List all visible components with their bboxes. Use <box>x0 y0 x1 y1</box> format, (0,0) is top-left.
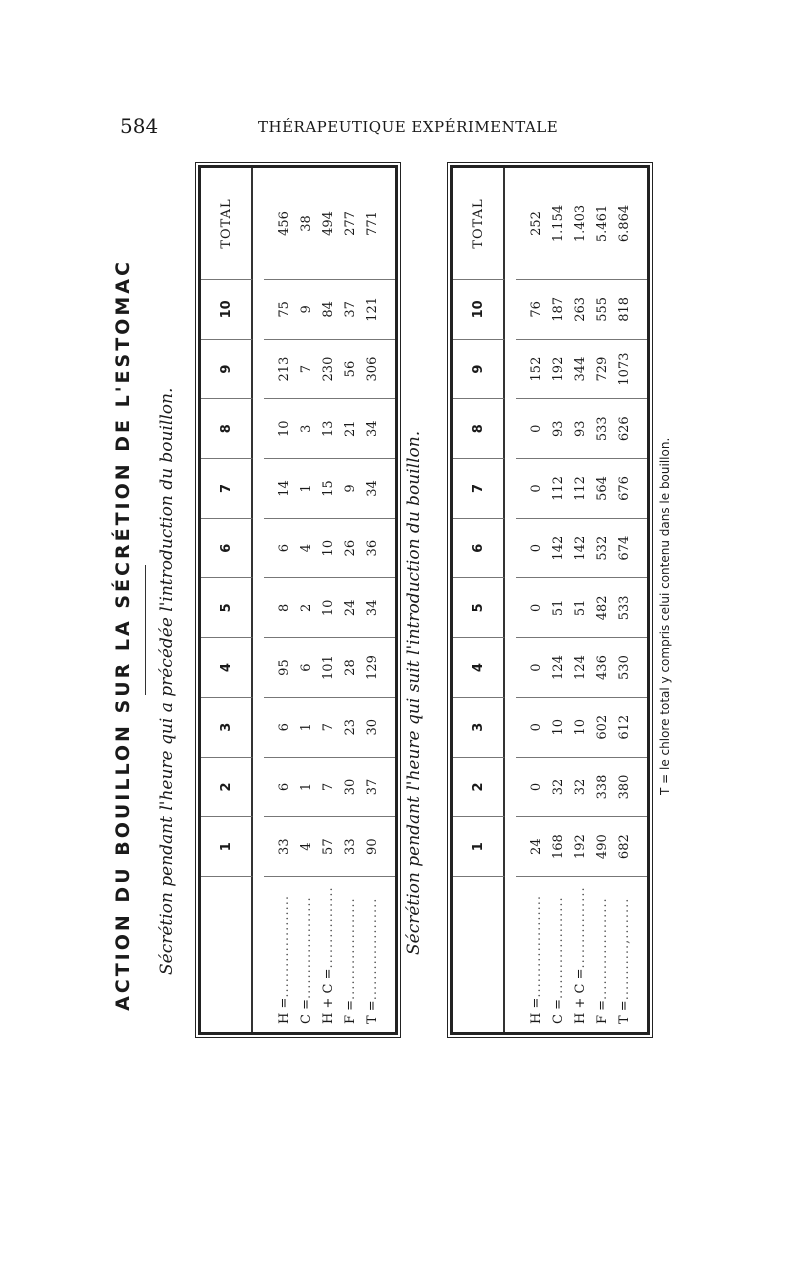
header-corner <box>453 877 505 1032</box>
table-cell: 24 <box>529 838 544 855</box>
row-label <box>570 886 592 1024</box>
table-cell: 124 <box>551 655 566 680</box>
data-column <box>516 817 647 877</box>
table-cell: 32 <box>573 778 588 796</box>
table-cell: 192 <box>573 834 588 860</box>
row-label <box>548 896 570 1024</box>
row-label <box>340 897 362 1024</box>
table-cell: 10 <box>573 718 588 736</box>
rotated-content <box>112 155 682 1115</box>
table-cell: 7 <box>321 723 336 732</box>
table-cell: 555 <box>595 296 610 322</box>
table-cell: 380 <box>617 774 632 800</box>
table-cell: 34 <box>365 599 380 617</box>
table-cell: 75 <box>277 301 292 318</box>
table-cell: 101 <box>321 655 336 680</box>
row-label <box>614 898 636 1024</box>
table-cell: 533 <box>617 595 632 621</box>
data-column <box>516 399 647 459</box>
table-cell: 277 <box>343 211 358 236</box>
column-header: 6 <box>201 519 253 579</box>
table-cell: 24 <box>343 599 358 617</box>
table-cell: 1 <box>299 723 314 732</box>
row-label-text: F = <box>595 999 610 1024</box>
header-corner <box>201 877 253 1032</box>
leader-dots: .................... <box>299 896 314 1000</box>
table-cell: 729 <box>595 356 610 382</box>
row-label-column <box>516 877 647 1032</box>
row-label-text: H + C = <box>573 968 588 1024</box>
column-header: 8 <box>201 399 253 459</box>
table-cell: 37 <box>343 301 358 318</box>
column-header: 8 <box>453 399 505 459</box>
row-label-text: C = <box>299 999 314 1024</box>
column-header: 1 <box>453 817 505 877</box>
table-cell: 34 <box>365 420 380 438</box>
table-cell: 21 <box>343 420 358 438</box>
table-cell: 0 <box>529 663 544 672</box>
data-column <box>264 399 395 459</box>
data-column <box>516 579 647 639</box>
table-after-broth <box>450 165 650 1035</box>
table-cell: 9 <box>343 484 358 493</box>
row-label-text: F = <box>343 999 358 1024</box>
caption-before: Sécrétion pendant l'heure qui a précédée l'introduction du bouillon. <box>157 387 177 975</box>
data-column <box>516 638 647 698</box>
data-column <box>264 698 395 758</box>
row-label-text: T = <box>617 1000 632 1024</box>
data-column <box>264 340 395 400</box>
table-cell: 15 <box>321 480 336 497</box>
table-title: ACTION DU BOUILLON SUR LA SÉCRÉTION DE L'ESTOMAC <box>112 259 134 1011</box>
table-cell: 32 <box>551 778 566 796</box>
table-cell: 10 <box>551 718 566 736</box>
table-cell: 124 <box>573 655 588 680</box>
table-cell: 0 <box>529 544 544 553</box>
table-cell: 7 <box>299 364 314 374</box>
table-cell: 263 <box>573 296 588 322</box>
row-label-column <box>264 877 395 1032</box>
table-cell: 6 <box>277 782 292 792</box>
page-number: 584 <box>120 114 159 138</box>
row-label-text: C = <box>551 999 566 1024</box>
data-column <box>264 519 395 579</box>
leader-dots: ................ <box>573 886 588 969</box>
table-cell: 252 <box>529 211 544 236</box>
table-cell: 95 <box>277 659 292 676</box>
column-header: TOTAL <box>201 168 253 280</box>
table-cell: 1.154 <box>551 204 566 243</box>
table-cell: 30 <box>343 778 358 796</box>
leader-dots: .................... <box>343 897 358 1000</box>
table-grid <box>453 168 647 1032</box>
column-header: 1 <box>201 817 253 877</box>
data-column <box>264 459 395 519</box>
table-cell: 6 <box>277 723 292 732</box>
table-cell: 51 <box>573 599 588 617</box>
table-cell: 93 <box>551 420 566 438</box>
column-header: 5 <box>453 579 505 639</box>
row-label <box>318 886 340 1024</box>
column-header: 9 <box>201 340 253 400</box>
data-column <box>516 168 647 280</box>
table-cell: 90 <box>365 838 380 855</box>
table-cell: 10 <box>321 599 336 617</box>
table-cell: 10 <box>321 539 336 557</box>
table-cell: 0 <box>529 603 544 612</box>
table-cell: 818 <box>617 296 632 322</box>
leader-dots: ................ <box>321 886 336 969</box>
table-cell: 168 <box>551 834 566 860</box>
table-cell: 490 <box>595 834 610 860</box>
table-cell: 0 <box>529 723 544 732</box>
data-column <box>516 340 647 400</box>
column-header: 4 <box>453 638 505 698</box>
row-label <box>274 895 296 1024</box>
data-column <box>264 817 395 877</box>
column-header: 9 <box>453 340 505 400</box>
data-column <box>516 698 647 758</box>
column-header: 4 <box>201 638 253 698</box>
table-cell: 533 <box>595 416 610 442</box>
leader-dots: .................... <box>529 894 544 998</box>
table-cell: 30 <box>365 718 380 736</box>
table-cell: 456 <box>277 211 292 236</box>
table-cell: 2 <box>299 603 314 612</box>
table-cell: 612 <box>617 714 632 740</box>
table-cell: 142 <box>573 535 588 561</box>
table-cell: 187 <box>551 296 566 322</box>
table-cell: 57 <box>321 838 336 855</box>
table-cell: 51 <box>551 599 566 617</box>
data-column <box>264 758 395 818</box>
data-column <box>516 459 647 519</box>
table-cell: 152 <box>529 356 544 382</box>
table-cell: 9 <box>299 305 314 314</box>
table-before-broth <box>198 165 398 1035</box>
table-cell: 1 <box>299 782 314 792</box>
table-cell: 1 <box>299 484 314 493</box>
table-cell: 1073 <box>617 352 632 386</box>
table-cell: 436 <box>595 655 610 680</box>
column-header: 10 <box>201 280 253 340</box>
table-cell: 306 <box>365 356 380 382</box>
data-column <box>516 519 647 579</box>
table-cell: 230 <box>321 356 336 382</box>
table-cell: 8 <box>277 603 292 612</box>
table-cell: 56 <box>343 360 358 378</box>
column-header: 2 <box>453 758 505 818</box>
table-cell: 142 <box>551 535 566 561</box>
row-label-text: H = <box>277 997 292 1024</box>
table-cell: 10 <box>277 420 292 438</box>
row-label-text: H = <box>529 997 544 1024</box>
leader-dots: .................... <box>277 894 292 998</box>
row-label <box>296 896 318 1024</box>
column-header: 2 <box>201 758 253 818</box>
table-cell: 4 <box>299 842 314 851</box>
table-cell: 13 <box>321 420 336 438</box>
table-cell: 23 <box>343 718 358 736</box>
table-cell: 213 <box>277 356 292 382</box>
data-column <box>264 579 395 639</box>
row-label-text: H + C = <box>321 968 336 1024</box>
table-cell: 564 <box>595 476 610 501</box>
row-label-text: T = <box>365 1000 380 1024</box>
table-cell: 344 <box>573 356 588 382</box>
table-cell: 34 <box>365 480 380 497</box>
table-cell: 338 <box>595 774 610 800</box>
table-cell: 0 <box>529 782 544 792</box>
footnote: T = le chlore total y compris celui contenu dans le bouillon. <box>658 437 672 795</box>
table-cell: 93 <box>573 420 588 438</box>
data-column <box>516 280 647 340</box>
column-header: 3 <box>201 698 253 758</box>
leader-dots: .................... <box>365 897 380 1001</box>
table-cell: 3 <box>299 424 314 433</box>
table-cell: 84 <box>321 301 336 318</box>
table-cell: 129 <box>365 655 380 680</box>
table-cell: 771 <box>365 211 380 236</box>
leader-dots: .................... <box>595 897 610 1000</box>
table-cell: 14 <box>277 480 292 497</box>
table-cell: 602 <box>595 714 610 740</box>
table-cell: 530 <box>617 655 632 680</box>
row-label <box>526 895 548 1024</box>
table-cell: 0 <box>529 484 544 493</box>
row-label <box>592 897 614 1024</box>
column-header: 7 <box>201 459 253 519</box>
table-cell: 0 <box>529 424 544 433</box>
table-cell: 33 <box>343 838 358 855</box>
table-cell: 6 <box>299 663 314 672</box>
data-column <box>264 280 395 340</box>
table-cell: 26 <box>343 539 358 557</box>
table-cell: 674 <box>617 535 632 561</box>
table-cell: 36 <box>365 539 380 557</box>
title-rule <box>145 565 146 695</box>
column-header: TOTAL <box>453 168 505 280</box>
table-cell: 38 <box>299 215 314 232</box>
table-cell: 5.461 <box>595 204 610 243</box>
data-column <box>516 758 647 818</box>
table-cell: 6.864 <box>617 204 632 243</box>
leader-dots: ...........,........ <box>617 897 632 1001</box>
data-column <box>264 638 395 698</box>
table-cell: 112 <box>573 476 588 501</box>
table-cell: 4 <box>299 544 314 553</box>
table-cell: 28 <box>343 659 358 676</box>
row-label <box>362 898 384 1024</box>
table-cell: 532 <box>595 535 610 561</box>
table-cell: 682 <box>617 834 632 860</box>
table-cell: 192 <box>551 356 566 382</box>
caption-after: Sécrétion pendant l'heure qui suit l'introduction du bouillon. <box>404 430 424 955</box>
column-header: 6 <box>453 519 505 579</box>
table-cell: 76 <box>529 301 544 318</box>
table-cell: 1.403 <box>573 204 588 243</box>
column-header: 5 <box>201 579 253 639</box>
table-cell: 676 <box>617 476 632 501</box>
table-cell: 494 <box>321 211 336 236</box>
data-column <box>264 168 395 280</box>
table-cell: 626 <box>617 416 632 442</box>
column-header: 10 <box>453 280 505 340</box>
table-grid <box>201 168 395 1032</box>
table-cell: 33 <box>277 838 292 855</box>
table-cell: 6 <box>277 544 292 553</box>
running-head: THÉRAPEUTIQUE EXPÉRIMENTALE <box>258 118 559 136</box>
table-cell: 7 <box>321 782 336 792</box>
table-cell: 482 <box>595 595 610 621</box>
column-header: 3 <box>453 698 505 758</box>
table-cell: 112 <box>551 476 566 501</box>
table-cell: 37 <box>365 778 380 796</box>
leader-dots: .................... <box>551 896 566 1000</box>
table-cell: 121 <box>365 296 380 322</box>
column-header: 7 <box>453 459 505 519</box>
